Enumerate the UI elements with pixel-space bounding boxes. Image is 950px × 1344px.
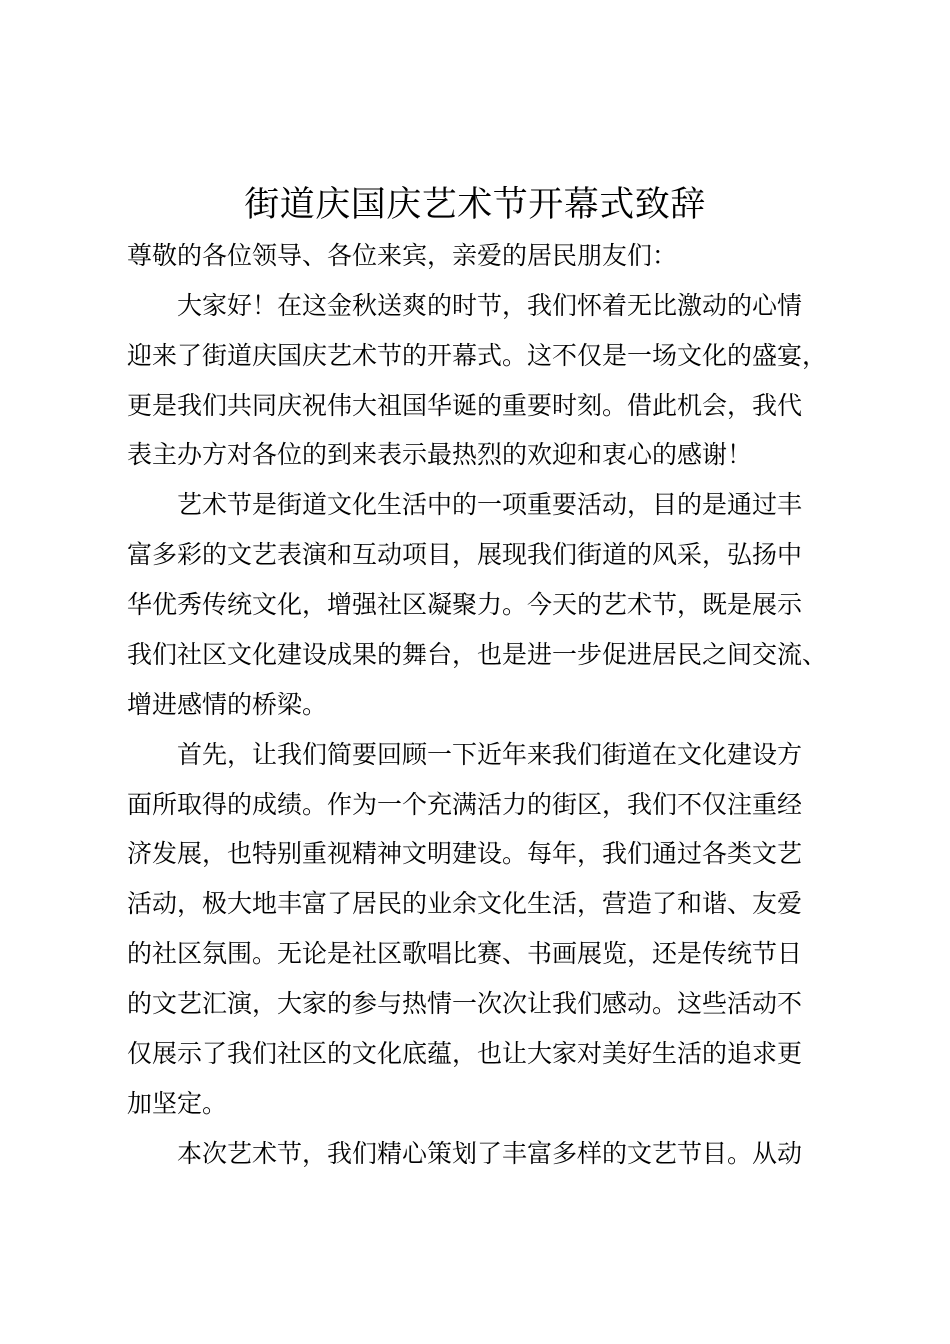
paragraph-line: 的文艺汇演，大家的参与热情一次次让我们感动。这些活动不 <box>127 989 803 1018</box>
paragraph-line: 艺术节是街道文化生活中的一项重要活动，目的是通过丰 <box>177 490 803 519</box>
paragraph-line: 迎来了街道庆国庆艺术节的开幕式。这不仅是一场文化的盛宴， <box>127 341 828 370</box>
paragraph-line: 济发展，也特别重视精神文明建设。每年，我们通过各类文艺 <box>127 839 803 868</box>
paragraph-line: 我们社区文化建设成果的舞台，也是进一步促进居民之间交流、 <box>127 640 828 669</box>
paragraph-line: 增进感情的桥梁。 <box>127 690 328 719</box>
paragraph-line: 更是我们共同庆祝伟大祖国华诞的重要时刻。借此机会，我代 <box>127 391 803 420</box>
paragraph-line: 加坚定。 <box>127 1089 228 1118</box>
document-title: 街道庆国庆艺术节开幕式致辞 <box>244 185 706 225</box>
paragraph-line: 面所取得的成绩。作为一个充满活力的街区，我们不仅注重经 <box>127 790 803 819</box>
paragraph-line: 华优秀传统文化，增强社区凝聚力。今天的艺术节，既是展示 <box>127 590 803 619</box>
salutation: 尊敬的各位领导、各位来宾，亲爱的居民朋友们： <box>127 241 678 270</box>
paragraph-line: 首先，让我们简要回顾一下近年来我们街道在文化建设方 <box>177 740 803 769</box>
paragraph-line: 表主办方对各位的到来表示最热烈的欢迎和衷心的感谢！ <box>127 440 753 469</box>
paragraph-line: 的社区氛围。无论是社区歌唱比赛、书画展览，还是传统节日 <box>127 939 803 968</box>
paragraph-line: 本次艺术节，我们精心策划了丰富多样的文艺节目。从动 <box>177 1139 803 1168</box>
paragraph-line: 大家好！在这金秋送爽的时节，我们怀着无比激动的心情 <box>177 291 803 320</box>
paragraph-line: 富多彩的文艺表演和互动项目，展现我们街道的风采，弘扬中 <box>127 540 803 569</box>
paragraph-line: 活动，极大地丰富了居民的业余文化生活，营造了和谐、友爱 <box>127 889 803 918</box>
paragraph-line: 仅展示了我们社区的文化底蕴，也让大家对美好生活的追求更 <box>127 1039 803 1068</box>
